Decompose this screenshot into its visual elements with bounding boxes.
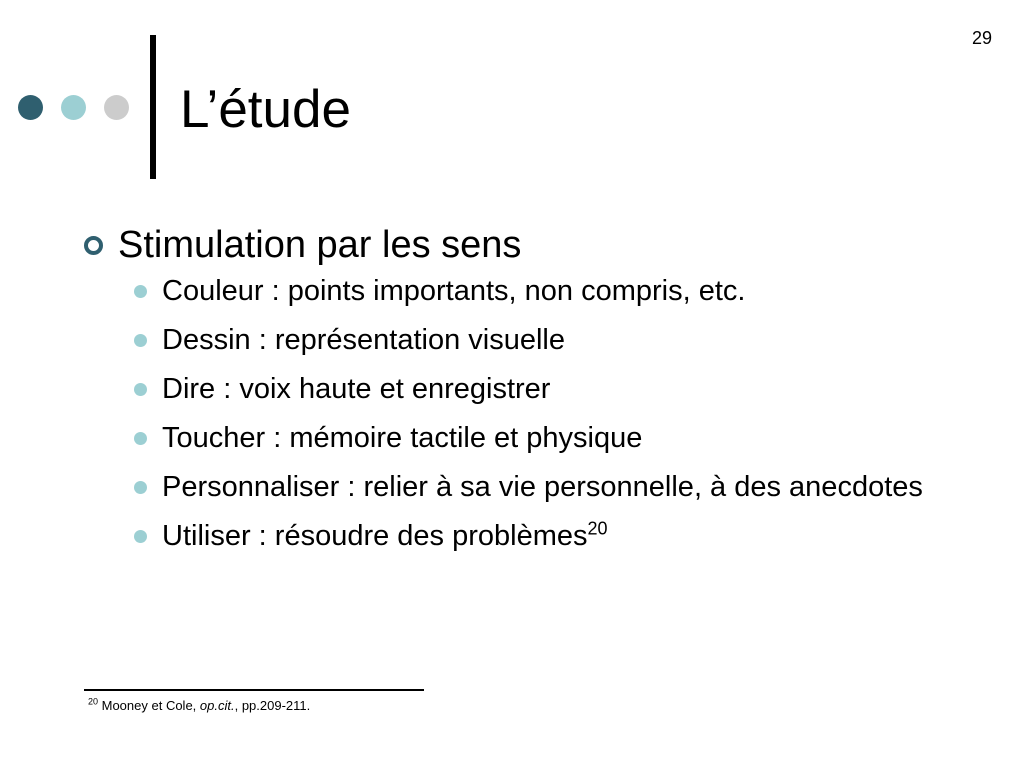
footnote-text-before: Mooney et Cole,	[98, 698, 200, 713]
filled-circle-icon	[134, 285, 147, 298]
slide-number: 29	[971, 28, 992, 48]
sub-bullet-item	[84, 272, 954, 311]
slide-content	[84, 220, 954, 566]
sub-bullet-text: Personnaliser : relier à sa vie personnelle, à des anecdotes	[162, 471, 923, 503]
footnote-separator	[84, 689, 424, 691]
filled-circle-icon	[134, 432, 147, 445]
gray-circle-icon	[104, 95, 129, 120]
sub-bullet-text: Couleur : points importants, non compris, etc.	[162, 275, 746, 307]
sub-bullet-text: Dire : voix haute et enregistrer	[162, 373, 551, 405]
footnote-text-after: , pp.209-211.	[234, 698, 311, 713]
sub-bullet-item	[84, 468, 954, 507]
sub-bullet-item	[84, 517, 954, 556]
slide-title: L’étude	[180, 80, 351, 139]
sub-bullet-text: Toucher : mémoire tactile et physique	[162, 422, 643, 454]
filled-circle-icon	[134, 383, 147, 396]
title-divider-bar	[150, 35, 156, 179]
sub-bullet-text: Dessin : représentation visuelle	[162, 324, 565, 356]
sub-bullet-item	[84, 419, 954, 458]
footnote-italic-text: op.cit.	[199, 698, 235, 713]
bullet-heading: Stimulation par les sens	[118, 224, 522, 266]
dark-circle-icon	[18, 95, 43, 120]
teal-circle-icon	[61, 95, 86, 120]
filled-circle-icon	[134, 334, 147, 347]
sub-bullet-list	[84, 272, 954, 556]
footnote-reference: 20	[587, 518, 608, 539]
footnote-number: 20	[88, 696, 99, 707]
sub-bullet-item	[84, 321, 954, 360]
bullet-level1	[84, 220, 954, 270]
filled-circle-icon	[134, 481, 147, 494]
filled-circle-icon	[134, 530, 147, 543]
sub-bullet-item	[84, 370, 954, 409]
sub-bullet-text: Utiliser : résoudre des problèmes	[162, 520, 588, 552]
footnote	[88, 697, 310, 715]
ring-bullet-icon	[84, 236, 103, 255]
